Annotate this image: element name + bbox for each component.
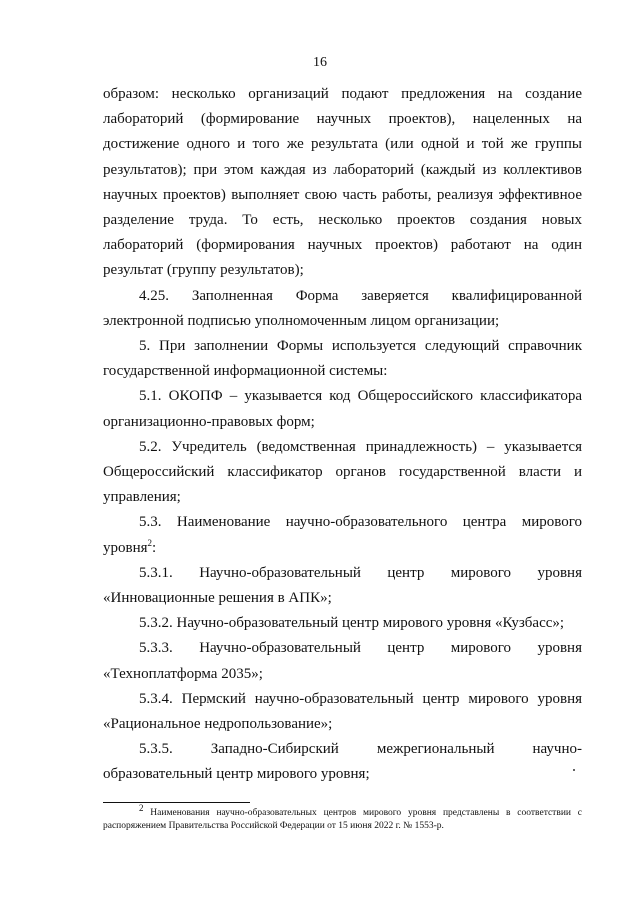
paragraph-5-3-1: 5.3.1. Научно-образовательный центр мирового уровня «Инновационные решения в АПК»; — [103, 564, 582, 607]
footnote-body — [103, 802, 582, 832]
paragraph-5-3-colon: : — [152, 539, 157, 556]
scan-speck — [573, 769, 575, 771]
paragraph-5-1: 5.1. ОКОПФ – указывается код Общероссийского классификатора организационно-правовых форм; — [103, 388, 582, 430]
paragraph-5-2: 5.2. Учредитель (ведомственная принадлежность) – указывается Общероссийский классификатор органов государственной власти и управления; — [103, 438, 582, 506]
footnote-divider — [103, 802, 250, 803]
paragraph-5-3 — [103, 510, 582, 560]
paragraph-4-25: 4.25. Заполненная Форма заверяется квалифицированной электронной подписью уполномоченным лицом организации; — [103, 287, 582, 329]
paragraph-5-3-text: 5.3. Наименование научно-образовательного центра мирового уровня — [103, 514, 582, 556]
page-number: 16 — [313, 55, 327, 70]
paragraph-5: 5. При заполнении Формы используется следующий справочник государственной информационной системы: — [103, 338, 582, 380]
footnote-number: 2 — [139, 802, 144, 813]
page-body — [103, 82, 582, 788]
footnote-reference[interactable]: 2 — [147, 537, 153, 548]
paragraph-5-3-4: 5.3.4. Пермский научно-образовательный центр мирового уровня «Рациональное недропользование»; — [103, 690, 582, 733]
footnote-text: Наименования научно-образовательных центров мирового уровня представлены в соответствии с распоряжением Правительства Российской Федерации от 15 июня 2022 г. № 1553-р. — [103, 808, 582, 831]
paragraph-5-3-2: 5.3.2. Научно-образовательный центр мирового уровня «Кузбасс»; — [139, 615, 565, 632]
footnote — [103, 802, 582, 832]
paragraph-5-3-3: 5.3.3. Научно-образовательный центр мирового уровня «Техноплатформа 2035»; — [103, 640, 582, 682]
paragraph-continuation: образом: несколько организаций подают предложения на создание лабораторий (формирование научных проектов), нацеленных на достижение одного и того же результата (или одной и той же группы результатов); при этом каждая из лабораторий (каждый из коллективов научных проектов) выполняет свою часть работы, реализуя эффективное разделение труда. То есть, несколько проектов создания новых лабораторий (формирования научных проектов) работают на один результат (группу результатов); — [103, 86, 582, 279]
paragraph-5-3-5: 5.3.5. Западно-Сибирский межрегиональный научно-образовательный центр мирового уровня; — [103, 741, 582, 783]
